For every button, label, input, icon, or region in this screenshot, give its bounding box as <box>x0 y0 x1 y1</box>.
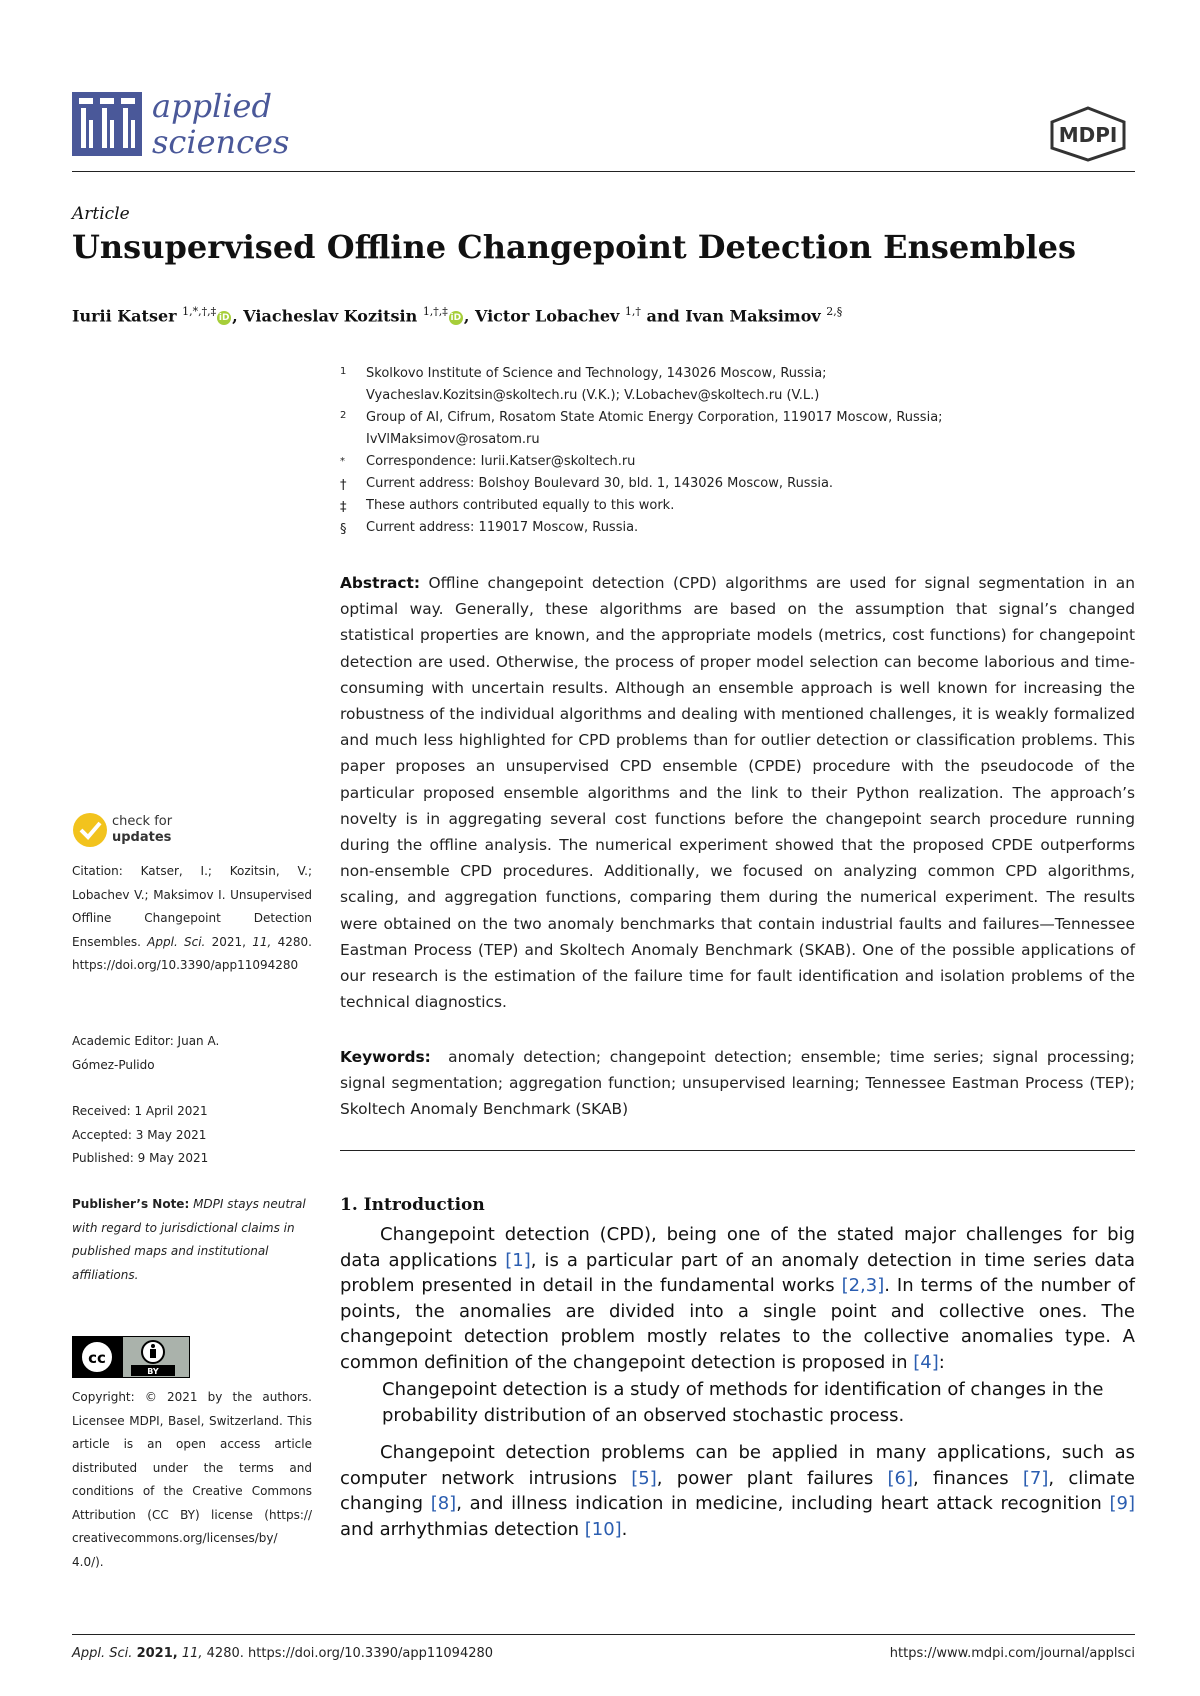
affiliation-mark: ‡ <box>340 500 347 515</box>
author-name[interactable]: Ivan Maksimov <box>685 306 821 326</box>
cc-label: cc <box>88 1349 106 1367</box>
affiliation-line: Group of AI, Cifrum, Rosatom State Atomic Energy Corporation, 119017 Moscow, Russia; <box>366 410 943 425</box>
citation-link[interactable]: [10] <box>584 1518 622 1540</box>
affiliation-mark: 1 <box>340 366 347 377</box>
journal-name <box>152 88 289 160</box>
citation-year: 2021, <box>211 934 246 949</box>
abstract <box>340 570 1135 1015</box>
check-for-updates[interactable] <box>112 814 172 846</box>
copyright: Copyright: © 2021 by the authors. Licensee MDPI, Basel, Switzerland. This article is an open access article distributed under the terms and conditions of the Creative Commons Attribution (CC BY) license (https:// creativecommons.org/licenses/by/ 4.0/). <box>72 1390 312 1569</box>
accepted-date: Accepted: 3 May 2021 <box>72 1127 207 1142</box>
citation-journal: Appl. Sci. <box>147 934 206 949</box>
citation-link[interactable]: [2,3] <box>841 1275 885 1296</box>
author-list <box>72 305 842 325</box>
author-name[interactable]: Victor Lobachev <box>474 306 620 326</box>
author-separator: , <box>232 306 244 326</box>
correspondence-line[interactable]: Correspondence: Iurii.Katser@skoltech.ru <box>366 454 636 469</box>
cc-by-license-icon[interactable] <box>72 1336 190 1378</box>
citation-text: Katser, I.; Kozitsin, V.; Lobachev V.; Maksimov I. Unsupervised Offline Changepoint Detection Ensembles. <box>72 864 312 949</box>
author-name[interactable]: Iurii Katser <box>72 306 177 326</box>
citation-link[interactable]: [4] <box>913 1351 939 1373</box>
footer-rule <box>72 1634 1135 1635</box>
affiliation-mark: 2 <box>340 410 347 421</box>
abstract-label: Abstract: <box>340 574 421 592</box>
published-date: Published: 9 May 2021 <box>72 1151 209 1165</box>
journal-logo-icon <box>72 92 142 156</box>
affiliation-line: These authors contributed equally to this work. <box>366 498 675 513</box>
article-type: Article <box>72 204 130 224</box>
academic-editor: Academic Editor: Juan A. Gómez-Pulido <box>72 1034 220 1072</box>
publisher-note-text: MDPI stays neutral with regard to jurisdictional claims in published maps and institutional affiliations. <box>72 1197 306 1282</box>
orcid-icon[interactable]: iD <box>218 313 230 324</box>
citation-volume: 11, <box>252 934 272 949</box>
affiliation-line[interactable]: IvVlMaksimov@rosatom.ru <box>366 432 540 447</box>
citation-doi[interactable]: 4280. https://doi.org/10.3390/app11094280 <box>72 934 312 972</box>
check-for-updates-line1: check for <box>112 814 173 829</box>
footer-journal-url[interactable]: https://www.mdpi.com/journal/applsci <box>889 1646 1135 1661</box>
footer-volume: 11, <box>181 1646 203 1661</box>
check-for-updates-line2: updates <box>112 830 172 845</box>
footer-year: 2021, <box>136 1646 178 1661</box>
mdpi-logo-icon <box>1048 106 1128 167</box>
author-name[interactable]: Viacheslav Kozitsin <box>243 306 418 326</box>
publication-dates <box>72 1100 312 1171</box>
publisher-note <box>72 1193 312 1287</box>
author-separator: , <box>463 306 475 326</box>
keywords-text: anomaly detection; changepoint detection; ensemble; time series; signal processing; signal segmentation; aggregation function; unsupervised learning; Tennessee Eastman Process (TEP); Skoltech Anomaly Benchmark (SKAB) <box>340 1048 1135 1119</box>
affiliation-mark: § <box>340 522 347 537</box>
section-heading: 1. Introduction <box>340 1195 485 1215</box>
author-affiliation-marks: 1,*,†,‡ <box>182 305 217 318</box>
citation <box>72 860 312 978</box>
author-affiliation-marks: 1,†,‡ <box>422 305 448 318</box>
check-for-updates-icon[interactable] <box>72 812 108 853</box>
affiliation-mark: † <box>340 478 347 493</box>
footer-doi[interactable]: 4280. https://doi.org/10.3390/app11094280 <box>206 1646 494 1661</box>
publisher-name: MDPI <box>1058 123 1118 147</box>
citation-link[interactable]: [9] <box>1109 1493 1135 1514</box>
footer-journal: Appl. Sci. <box>72 1646 133 1661</box>
definition-quote: Changepoint detection is a study of methods for identification of changes in the probability distribution of an observed stochastic process. <box>382 1379 1104 1426</box>
received-date: Received: 1 April 2021 <box>72 1104 208 1118</box>
keywords <box>340 1044 1135 1123</box>
affiliation-line: Skolkovo Institute of Science and Technology, 143026 Moscow, Russia; <box>366 366 827 381</box>
journal-name-line2: sciences <box>152 123 290 161</box>
citation-label: Citation: <box>72 864 123 878</box>
citation-link[interactable]: [1] <box>505 1249 531 1271</box>
citation-link[interactable]: [8] <box>430 1493 457 1514</box>
intro-paragraph-2: Changepoint detection problems can be applied in many applications, such as computer network intrusions [5], power plant failures [6], finances [7], climate changing [8], and illness indication in medicine, including heart attack recognition [9] and arrhythmias detection [10]. <box>340 1442 1136 1540</box>
header-rule <box>72 171 1135 172</box>
citation-link[interactable]: [7] <box>1022 1467 1049 1489</box>
citation-link[interactable]: [5] <box>631 1467 657 1489</box>
orcid-icon[interactable]: iD <box>450 313 462 324</box>
affiliation-line: Current address: 119017 Moscow, Russia. <box>366 520 639 535</box>
abstract-text: Offline changepoint detection (CPD) algorithms are used for signal segmentation in an optimal way. Generally, these algorithms are based on the assumption that signal’s changed statistical properties are known, and the appropriate models (metrics, cost functions) for changepoint detection are used. Otherwise, the process of proper model selection can become laborious and time-consuming with uncertain results. Although an ensemble approach is well known for increasing the robustness of the individual algorithms and dealing with mentioned challenges, it is weakly formalized and much less highlighted for CPD problems than for outlier detection or classification problems. This paper proposes an unsupervised CPD ensemble (CPDE) procedure with the pseudocode of the particular proposed ensemble algorithms and the link to their Python realization. The approach’s novelty is in aggregating several cost functions before the changepoint search procedure running during the offline analysis. The numerical experiment showed that the proposed CPDE outperforms non-ensemble CPD procedures. Additionally, we focused on analyzing common CPD algorithms, scaling, and aggregation functions, comparing them during the numerical experiment. The results were obtained on the two anomaly benchmarks that contain industrial faults and failures—Tennessee Eastman Process (TEP) and Skoltech Anomaly Benchmark (SKAB). One of the possible applications of our research is the estimation of the failure time for fault identification and isolation problems of the technical diagnostics. <box>340 574 1135 1012</box>
by-label: BY <box>147 1367 159 1376</box>
publisher-note-label: Publisher’s Note: <box>72 1197 190 1211</box>
affiliation-line[interactable]: Vyacheslav.Kozitsin@skoltech.ru (V.K.); V.Lobachev@skoltech.ru (V.L.) <box>366 388 820 403</box>
page-title: Unsupervised Offline Changepoint Detection Ensembles <box>72 228 1076 266</box>
affiliation-line: Current address: Bolshoy Boulevard 30, bld. 1, 143026 Moscow, Russia. <box>366 476 834 491</box>
author-separator: and <box>640 306 686 326</box>
keywords-label: Keywords: <box>340 1048 431 1066</box>
affiliation-mark: * <box>340 456 345 467</box>
intro-paragraph-1: Changepoint detection (CPD), being one of the stated major challenges for big data applications [1], is a particular part of an anomaly detection in time series data problem presented in detail in the fundamental works [2,3]. In terms of the number of points, the anomalies are divided into a single point and collective ones. The changepoint detection problem mostly relates to the collective anomalies type. A common definition of the changepoint detection is proposed in [4]: <box>340 1224 1136 1373</box>
journal-name-line1: applied <box>152 87 272 125</box>
keywords-rule <box>340 1150 1135 1151</box>
footer-citation <box>72 1646 493 1661</box>
author-affiliation-marks: 2,§ <box>826 305 843 318</box>
citation-link[interactable]: [6] <box>887 1467 914 1489</box>
author-affiliation-marks: 1,† <box>624 305 641 318</box>
